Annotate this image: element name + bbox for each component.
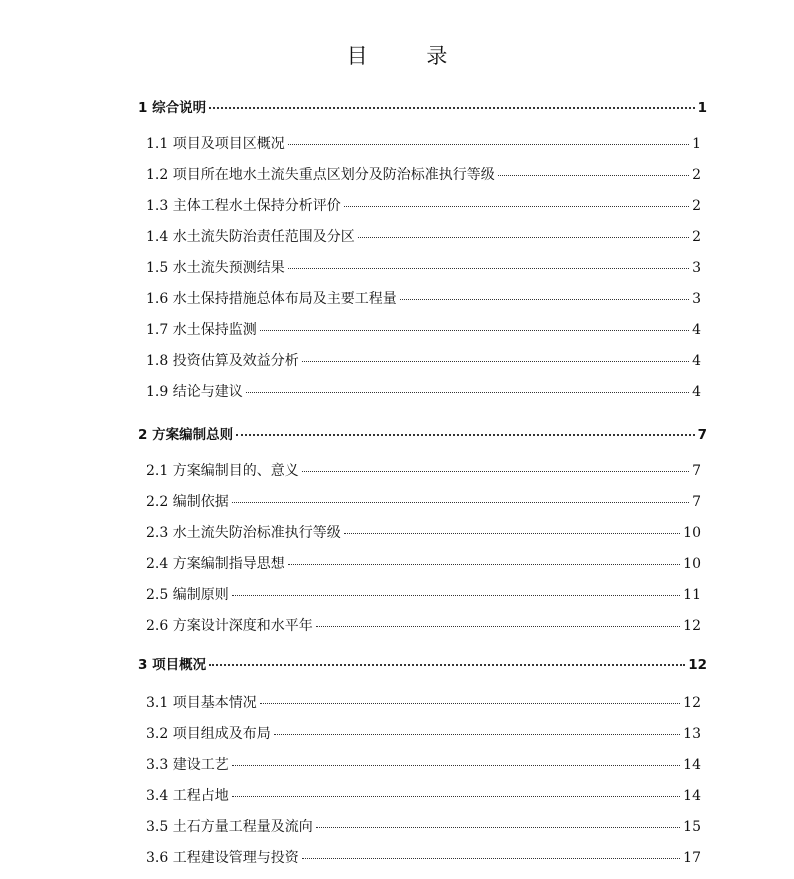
dot-leader [302, 361, 689, 362]
dot-leader [316, 626, 680, 627]
toc-entry[interactable] [146, 164, 701, 184]
entry-label: 1.7 水土保持监测 [146, 322, 257, 338]
toc-entry[interactable] [146, 257, 701, 277]
entry-page-number: 1 [692, 136, 701, 152]
entry-label: 1.3 主体工程水土保持分析评价 [146, 198, 341, 214]
dot-leader [400, 299, 689, 300]
dot-leader [288, 564, 680, 565]
toc-entry[interactable] [146, 522, 701, 542]
toc-entry[interactable] [146, 381, 701, 401]
entry-label: 3.3 建设工艺 [146, 757, 229, 773]
dot-leader [236, 434, 695, 436]
toc-entry[interactable] [146, 847, 701, 867]
dot-leader [302, 471, 689, 472]
dot-leader [316, 827, 680, 828]
entry-page-number: 2 [692, 167, 701, 183]
dot-leader [288, 268, 689, 269]
toc-entry[interactable] [146, 195, 701, 215]
toc-entry[interactable] [146, 553, 701, 573]
entry-page-number: 4 [692, 353, 701, 369]
entry-label: 2.6 方案设计深度和水平年 [146, 618, 313, 634]
entry-label: 2.5 编制原则 [146, 587, 229, 603]
toc-entry[interactable] [146, 491, 701, 511]
entry-label: 2 方案编制总则 [138, 427, 234, 443]
entry-label: 1 综合说明 [138, 100, 207, 116]
entry-page-number: 13 [683, 726, 701, 742]
entry-label: 2.4 方案编制指导思想 [146, 556, 285, 572]
toc-entry[interactable] [146, 692, 701, 712]
dot-leader [260, 703, 680, 704]
toc-entry[interactable] [146, 350, 701, 370]
entry-label: 1.8 投资估算及效益分析 [146, 353, 299, 369]
entry-label: 1.5 水土流失预测结果 [146, 260, 285, 276]
dot-leader [232, 595, 680, 596]
entry-label: 3 项目概况 [138, 657, 207, 673]
entry-label: 3.1 项目基本情况 [146, 695, 257, 711]
toc-entry[interactable] [146, 460, 701, 480]
toc-entry[interactable] [146, 288, 701, 308]
dot-leader [302, 858, 680, 859]
dot-leader [498, 175, 689, 176]
entry-label: 1.6 水土保持措施总体布局及主要工程量 [146, 291, 397, 307]
entry-label: 3.2 项目组成及布局 [146, 726, 271, 742]
dot-leader [232, 765, 680, 766]
entry-label: 3.5 土石方量工程量及流向 [146, 819, 313, 835]
entry-label: 2.3 水土流失防治标准执行等级 [146, 525, 341, 541]
toc-entry[interactable] [146, 723, 701, 743]
entry-label: 3.4 工程占地 [146, 788, 229, 804]
dot-leader [344, 206, 689, 207]
entry-page-number: 12 [683, 695, 701, 711]
entry-label: 1.2 项目所在地水土流失重点区划分及防治标准执行等级 [146, 167, 495, 183]
toc-entry[interactable] [146, 615, 701, 635]
toc-entry[interactable] [138, 423, 707, 443]
entry-page-number: 12 [688, 657, 707, 673]
toc-entry[interactable] [146, 754, 701, 774]
toc-entry[interactable] [146, 584, 701, 604]
entry-page-number: 7 [692, 463, 701, 479]
entry-label: 3.6 工程建设管理与投资 [146, 850, 299, 866]
entry-page-number: 10 [683, 525, 701, 541]
dot-leader [260, 330, 689, 331]
toc-entry[interactable] [146, 816, 701, 836]
entry-label: 1.4 水土流失防治责任范围及分区 [146, 229, 355, 245]
toc-entry[interactable] [146, 319, 701, 339]
entry-page-number: 7 [692, 494, 701, 510]
toc-entry[interactable] [138, 96, 707, 116]
toc-entry[interactable] [146, 226, 701, 246]
dot-leader [209, 664, 685, 666]
toc-entry[interactable] [138, 653, 707, 673]
toc-title: 目 录 [346, 44, 474, 68]
toc-entry[interactable] [146, 133, 701, 153]
entry-label: 2.1 方案编制目的、意义 [146, 463, 299, 479]
entry-page-number: 1 [697, 100, 707, 116]
dot-leader [246, 392, 689, 393]
entry-page-number: 3 [692, 291, 701, 307]
entry-label: 1.1 项目及项目区概况 [146, 136, 285, 152]
entry-page-number: 3 [692, 260, 701, 276]
entry-page-number: 10 [683, 556, 701, 572]
entry-page-number: 17 [683, 850, 701, 866]
entry-page-number: 12 [683, 618, 701, 634]
dot-leader [274, 734, 680, 735]
dot-leader [288, 144, 689, 145]
entry-page-number: 15 [683, 819, 701, 835]
entry-page-number: 11 [683, 587, 701, 603]
dot-leader [209, 107, 695, 109]
entry-page-number: 14 [683, 788, 701, 804]
dot-leader [344, 533, 680, 534]
entry-label: 2.2 编制依据 [146, 494, 229, 510]
entry-page-number: 2 [692, 229, 701, 245]
entry-page-number: 14 [683, 757, 701, 773]
entry-page-number: 7 [697, 427, 707, 443]
entry-page-number: 2 [692, 198, 701, 214]
entry-page-number: 4 [692, 384, 701, 400]
entry-page-number: 4 [692, 322, 701, 338]
entry-label: 1.9 结论与建议 [146, 384, 243, 400]
dot-leader [232, 796, 680, 797]
toc-entry[interactable] [146, 785, 701, 805]
dot-leader [358, 237, 689, 238]
dot-leader [232, 502, 689, 503]
